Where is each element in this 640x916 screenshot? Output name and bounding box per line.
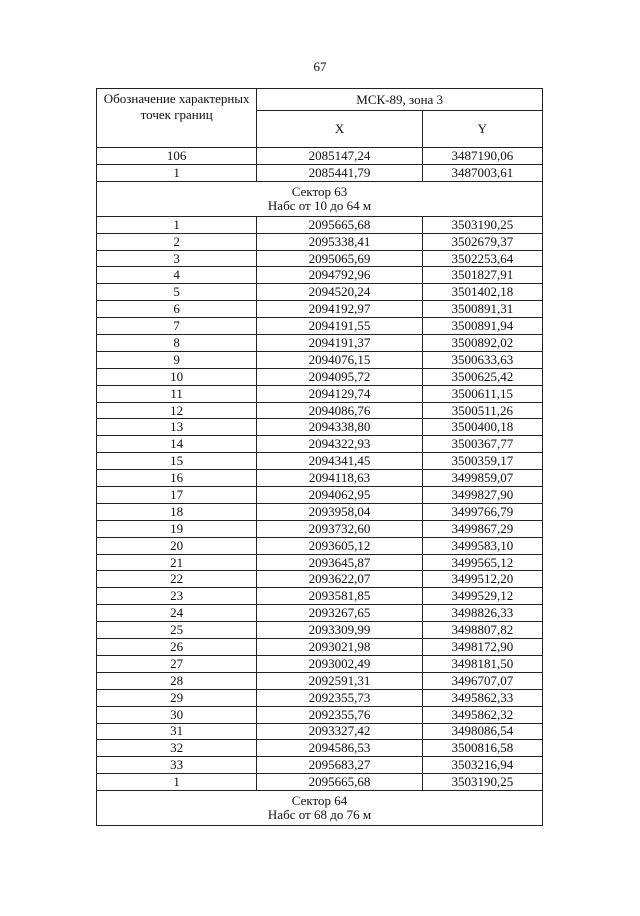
point-cell: 1 bbox=[97, 216, 257, 233]
y-cell: 3499583,10 bbox=[422, 537, 542, 554]
point-cell: 1 bbox=[97, 164, 257, 181]
x-cell: 2093605,12 bbox=[257, 537, 422, 554]
point-cell: 28 bbox=[97, 672, 257, 689]
point-cell: 106 bbox=[97, 148, 257, 165]
table-row bbox=[97, 351, 543, 368]
sector-63-rows bbox=[97, 216, 543, 790]
y-cell: 3495862,33 bbox=[422, 689, 542, 706]
x-cell: 2093958,04 bbox=[257, 503, 422, 520]
table-row bbox=[97, 470, 543, 487]
table-row bbox=[97, 672, 543, 689]
y-cell: 3503190,25 bbox=[422, 216, 542, 233]
table-row bbox=[97, 164, 543, 181]
table-row bbox=[97, 622, 543, 639]
sector-64-title: Сектор 64 bbox=[291, 793, 348, 809]
x-cell: 2095665,68 bbox=[257, 216, 422, 233]
point-cell: 1 bbox=[97, 774, 257, 791]
x-cell: 2093581,85 bbox=[257, 588, 422, 605]
point-cell: 24 bbox=[97, 605, 257, 622]
rows-before-sector63 bbox=[97, 148, 543, 182]
header-x: X bbox=[257, 111, 422, 148]
table-row bbox=[97, 216, 543, 233]
y-cell: 3499512,20 bbox=[422, 571, 542, 588]
y-cell: 3499859,07 bbox=[422, 470, 542, 487]
table-row bbox=[97, 740, 543, 757]
y-cell: 3499529,12 bbox=[422, 588, 542, 605]
table-row bbox=[97, 284, 543, 301]
table-row bbox=[97, 774, 543, 791]
y-cell: 3500400,18 bbox=[422, 419, 542, 436]
point-cell: 23 bbox=[97, 588, 257, 605]
x-cell: 2094095,72 bbox=[257, 368, 422, 385]
table-row bbox=[97, 639, 543, 656]
point-cell: 10 bbox=[97, 368, 257, 385]
x-cell: 2095665,68 bbox=[257, 774, 422, 791]
table-row bbox=[97, 520, 543, 537]
x-cell: 2093622,07 bbox=[257, 571, 422, 588]
point-cell: 22 bbox=[97, 571, 257, 588]
table-row bbox=[97, 537, 543, 554]
point-cell: 14 bbox=[97, 436, 257, 453]
y-cell: 3487003,61 bbox=[422, 164, 542, 181]
x-cell: 2094338,80 bbox=[257, 419, 422, 436]
x-cell: 2094792,96 bbox=[257, 267, 422, 284]
x-cell: 2094192,97 bbox=[257, 301, 422, 318]
point-cell: 7 bbox=[97, 318, 257, 335]
y-cell: 3498807,82 bbox=[422, 622, 542, 639]
point-cell: 21 bbox=[97, 554, 257, 571]
y-cell: 3501827,91 bbox=[422, 267, 542, 284]
x-cell: 2094076,15 bbox=[257, 351, 422, 368]
sector-63-title: Сектор 63 bbox=[291, 183, 348, 199]
table-row bbox=[97, 267, 543, 284]
y-cell: 3499867,29 bbox=[422, 520, 542, 537]
y-cell: 3499565,12 bbox=[422, 554, 542, 571]
point-cell: 3 bbox=[97, 250, 257, 267]
sector-64-range: Набс от 68 до 76 м bbox=[267, 807, 372, 823]
table-row bbox=[97, 706, 543, 723]
y-cell: 3502253,64 bbox=[422, 250, 542, 267]
point-cell: 33 bbox=[97, 757, 257, 774]
x-cell: 2085441,79 bbox=[257, 164, 422, 181]
point-cell: 13 bbox=[97, 419, 257, 436]
x-cell: 2094341,45 bbox=[257, 453, 422, 470]
table-row bbox=[97, 419, 543, 436]
table-row bbox=[97, 402, 543, 419]
table-row bbox=[97, 503, 543, 520]
table-row bbox=[97, 655, 543, 672]
point-cell: 17 bbox=[97, 487, 257, 504]
y-cell: 3500633,63 bbox=[422, 351, 542, 368]
y-cell: 3499766,79 bbox=[422, 503, 542, 520]
x-cell: 2094191,55 bbox=[257, 318, 422, 335]
point-cell: 30 bbox=[97, 706, 257, 723]
y-cell: 3500359,17 bbox=[422, 453, 542, 470]
point-cell: 32 bbox=[97, 740, 257, 757]
point-cell: 4 bbox=[97, 267, 257, 284]
table-row bbox=[97, 335, 543, 352]
x-cell: 2095338,41 bbox=[257, 233, 422, 250]
y-cell: 3498826,33 bbox=[422, 605, 542, 622]
x-cell: 2094062,95 bbox=[257, 487, 422, 504]
x-cell: 2094191,37 bbox=[257, 335, 422, 352]
y-cell: 3500891,94 bbox=[422, 318, 542, 335]
table-row bbox=[97, 605, 543, 622]
point-cell: 5 bbox=[97, 284, 257, 301]
point-cell: 25 bbox=[97, 622, 257, 639]
y-cell: 3500816,58 bbox=[422, 740, 542, 757]
x-cell: 2093645,87 bbox=[257, 554, 422, 571]
y-cell: 3500625,42 bbox=[422, 368, 542, 385]
table-header bbox=[97, 89, 543, 148]
y-cell: 3500611,15 bbox=[422, 385, 542, 402]
table-row bbox=[97, 233, 543, 250]
y-cell: 3503190,25 bbox=[422, 774, 542, 791]
x-cell: 2094129,74 bbox=[257, 385, 422, 402]
sector-63-heading-group bbox=[97, 181, 543, 216]
header-y: Y bbox=[422, 111, 542, 148]
x-cell: 2092591,31 bbox=[257, 672, 422, 689]
y-cell: 3495862,32 bbox=[422, 706, 542, 723]
point-cell: 16 bbox=[97, 470, 257, 487]
table-row bbox=[97, 436, 543, 453]
x-cell: 2094118,63 bbox=[257, 470, 422, 487]
point-cell: 31 bbox=[97, 723, 257, 740]
table-row bbox=[97, 368, 543, 385]
point-cell: 2 bbox=[97, 233, 257, 250]
x-cell: 2093327,42 bbox=[257, 723, 422, 740]
y-cell: 3499827,90 bbox=[422, 487, 542, 504]
sector-63-heading bbox=[97, 181, 543, 216]
table-row bbox=[97, 385, 543, 402]
page-number: 67 bbox=[313, 59, 327, 74]
table-row bbox=[97, 588, 543, 605]
point-cell: 26 bbox=[97, 639, 257, 656]
table-row bbox=[97, 301, 543, 318]
y-cell: 3500511,26 bbox=[422, 402, 542, 419]
sector-63-range: Набс от 10 до 64 м bbox=[267, 197, 372, 213]
point-cell: 20 bbox=[97, 537, 257, 554]
table-row bbox=[97, 487, 543, 504]
x-cell: 2093002,49 bbox=[257, 655, 422, 672]
table-row bbox=[97, 148, 543, 165]
x-cell: 2093021,98 bbox=[257, 639, 422, 656]
y-cell: 3498086,54 bbox=[422, 723, 542, 740]
point-cell: 8 bbox=[97, 335, 257, 352]
y-cell: 3496707,07 bbox=[422, 672, 542, 689]
coordinates-table bbox=[96, 88, 543, 826]
y-cell: 3503216,94 bbox=[422, 757, 542, 774]
y-cell: 3500367,77 bbox=[422, 436, 542, 453]
x-cell: 2095683,27 bbox=[257, 757, 422, 774]
point-cell: 18 bbox=[97, 503, 257, 520]
header-coordinate-system: МСК-89, зона 3 bbox=[257, 89, 543, 111]
y-cell: 3498181,50 bbox=[422, 655, 542, 672]
x-cell: 2095065,69 bbox=[257, 250, 422, 267]
y-cell: 3500892,02 bbox=[422, 335, 542, 352]
point-cell: 11 bbox=[97, 385, 257, 402]
x-cell: 2094586,53 bbox=[257, 740, 422, 757]
y-cell: 3498172,90 bbox=[422, 639, 542, 656]
sector-64-heading bbox=[97, 791, 543, 826]
x-cell: 2085147,24 bbox=[257, 148, 422, 165]
x-cell: 2093732,60 bbox=[257, 520, 422, 537]
y-cell: 3501402,18 bbox=[422, 284, 542, 301]
sector-64-heading-group bbox=[97, 791, 543, 826]
point-cell: 15 bbox=[97, 453, 257, 470]
header-point-label: Обозначение характерных точек границ bbox=[97, 89, 257, 148]
table-row bbox=[97, 757, 543, 774]
table-row bbox=[97, 318, 543, 335]
y-cell: 3487190,06 bbox=[422, 148, 542, 165]
x-cell: 2092355,76 bbox=[257, 706, 422, 723]
x-cell: 2094520,24 bbox=[257, 284, 422, 301]
table-row bbox=[97, 250, 543, 267]
point-cell: 19 bbox=[97, 520, 257, 537]
point-cell: 29 bbox=[97, 689, 257, 706]
x-cell: 2094086,76 bbox=[257, 402, 422, 419]
x-cell: 2094322,93 bbox=[257, 436, 422, 453]
x-cell: 2093267,65 bbox=[257, 605, 422, 622]
table-row bbox=[97, 554, 543, 571]
table-row bbox=[97, 689, 543, 706]
y-cell: 3500891,31 bbox=[422, 301, 542, 318]
table-row bbox=[97, 453, 543, 470]
point-cell: 6 bbox=[97, 301, 257, 318]
y-cell: 3502679,37 bbox=[422, 233, 542, 250]
table-row bbox=[97, 571, 543, 588]
point-cell: 9 bbox=[97, 351, 257, 368]
x-cell: 2093309,99 bbox=[257, 622, 422, 639]
x-cell: 2092355,73 bbox=[257, 689, 422, 706]
table-row bbox=[97, 723, 543, 740]
point-cell: 27 bbox=[97, 655, 257, 672]
point-cell: 12 bbox=[97, 402, 257, 419]
